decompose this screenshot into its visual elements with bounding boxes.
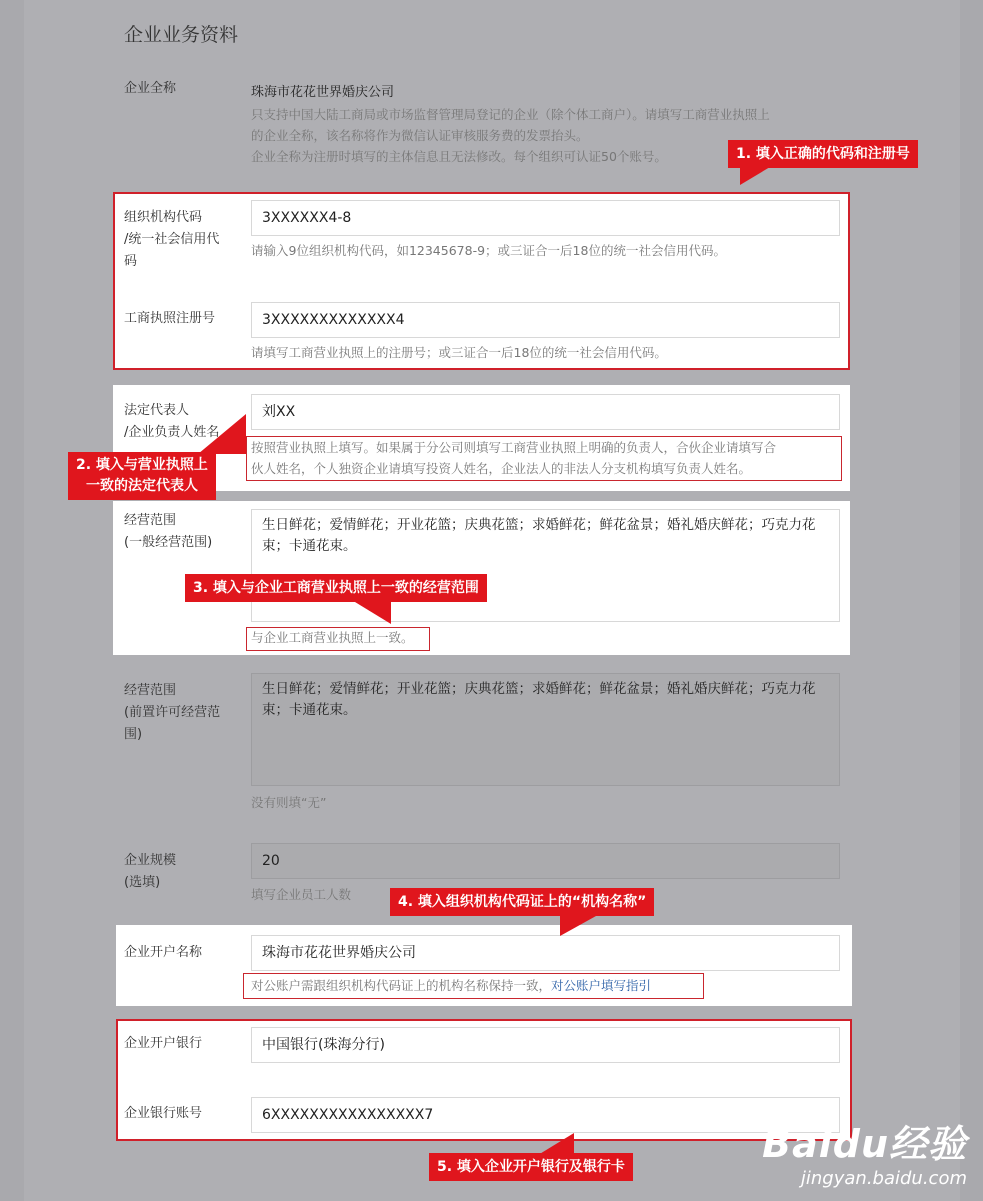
callout-5-pointer: [538, 1133, 574, 1155]
scope-permit-label: [124, 680, 220, 746]
company-name-hint: [251, 104, 770, 167]
bank-account-input[interactable]: 6XXXXXXXXXXXXXXXX7: [251, 1097, 840, 1133]
company-name-hint-line1: 只支持中国大陆工商局或市场监督管理局登记的企业（除个体工商户）。请填写工商营业执照上: [251, 107, 770, 122]
scope-general-value-line2: 束；卡通花束。: [262, 538, 357, 554]
callout-2: [68, 452, 216, 500]
scope-general-hint-box: [246, 627, 430, 651]
scope-general-label: [124, 510, 212, 554]
callout-4-pointer: [560, 916, 596, 936]
callout-1: 1. 填入正确的代码和注册号: [728, 140, 918, 168]
watermark-site: jingyan.baidu.com: [800, 1168, 967, 1189]
org-code-hint: 请输入9位组织机构代码，如12345678-9；或三证合一后18位的统一社会信用代码。: [251, 243, 726, 258]
callout-2-line2: 一致的法定代表人: [85, 478, 198, 494]
account-name-input[interactable]: 珠海市花花世界婚庆公司: [251, 935, 840, 971]
baidu-jingyan-watermark: [762, 1113, 967, 1189]
company-size-hint: 填写企业员工人数: [251, 887, 352, 902]
legal-rep-label-line2: /企业负责人姓名: [124, 425, 220, 440]
callout-3-pointer: [355, 602, 391, 624]
org-code-input[interactable]: 3XXXXXX4-8: [251, 200, 840, 236]
org-code-label-line1: 组织机构代码: [124, 210, 203, 225]
legal-rep-label-line1: 法定代表人: [124, 403, 190, 418]
scope-permit-label-line3: 围): [124, 727, 143, 742]
account-guide-link[interactable]: 对公账户填写指引: [551, 978, 652, 993]
callout-5: 5. 填入企业开户银行及银行卡: [429, 1153, 633, 1181]
bank-account-label: 企业银行账号: [124, 1106, 203, 1121]
callout-3: 3. 填入与企业工商营业执照上一致的经营范围: [185, 574, 487, 602]
scope-general-label-line2: (一般经营范围): [124, 535, 213, 550]
callout-1-pointer: [740, 167, 770, 185]
org-code-label-line2: /统一社会信用代: [124, 232, 220, 247]
callout-5-box: [116, 1019, 852, 1141]
company-name-hint-line3: 企业全称为注册时填写的主体信息且无法修改。每个组织可认证50个账号。: [251, 149, 667, 164]
bank-label: 企业开户银行: [124, 1036, 203, 1051]
license-no-input[interactable]: 3XXXXXXXXXXXXX4: [251, 302, 840, 338]
scope-general-label-line1: 经营范围: [124, 513, 177, 528]
account-name-hint-text: 对公账户需跟组织机构代码证上的机构名称保持一致，: [251, 978, 552, 993]
account-name-label: 企业开户名称: [124, 945, 203, 960]
scope-permit-value-line2: 束；卡通花束。: [262, 702, 357, 718]
legal-rep-input[interactable]: 刘XX: [251, 394, 840, 430]
company-size-label-line2: (选填): [124, 875, 161, 890]
callout-1-box: [113, 192, 850, 370]
scope-permit-textarea[interactable]: [251, 673, 840, 786]
account-name-hint-box: [243, 973, 704, 999]
company-name-hint-line2: 的企业全称，该名称将作为微信认证审核服务费的发票抬头。: [251, 128, 589, 143]
legal-rep-hint-line2: 伙人姓名，个人独资企业请填写投资人姓名，企业法人的非法人分支机构填写负责人姓名。: [251, 461, 752, 476]
callout-2-pointer: [198, 414, 246, 454]
bank-input[interactable]: 中国银行(珠海分行): [251, 1027, 840, 1063]
legal-rep-hint-line1: 按照营业执照上填写。如果属于分公司则填写工商营业执照上明确的负责人，合伙企业请填写合: [251, 440, 777, 455]
org-code-label-line3: 码: [124, 254, 138, 269]
company-name-value: 珠海市花花世界婚庆公司: [251, 85, 395, 100]
watermark-brand: Baidu经验: [762, 1122, 967, 1166]
scope-general-value-line1: 生日鲜花；爱情鲜花；开业花篮；庆典花篮；求婚鲜花；鲜花盆景；婚礼婚庆鲜花；巧克力花: [262, 517, 816, 533]
scope-permit-hint: 没有则填“无”: [251, 795, 327, 810]
legal-rep-hint-box: [246, 436, 842, 481]
license-no-hint: 请填写工商营业执照上的注册号；或三证合一后18位的统一社会信用代码。: [251, 345, 667, 360]
callout-4: 4. 填入组织机构代码证上的“机构名称”: [390, 888, 654, 916]
license-no-label: 工商执照注册号: [124, 311, 216, 326]
company-size-input[interactable]: 20: [251, 843, 840, 879]
scope-general-textarea[interactable]: [251, 509, 840, 622]
company-name-label: 企业全称: [124, 81, 177, 96]
scope-general-hint: 与企业工商营业执照上一致。: [251, 630, 414, 645]
callout-2-line1: 2. 填入与营业执照上: [76, 457, 208, 473]
company-size-label: [124, 850, 176, 894]
scope-permit-label-line2: (前置许可经营范: [124, 705, 221, 720]
scope-permit-label-line1: 经营范围: [124, 683, 177, 698]
scope-permit-value-line1: 生日鲜花；爱情鲜花；开业花篮；庆典花篮；求婚鲜花；鲜花盆景；婚礼婚庆鲜花；巧克力花: [262, 681, 816, 697]
company-size-label-line1: 企业规模: [124, 853, 177, 868]
section-title: 企业业务资料: [124, 24, 239, 46]
